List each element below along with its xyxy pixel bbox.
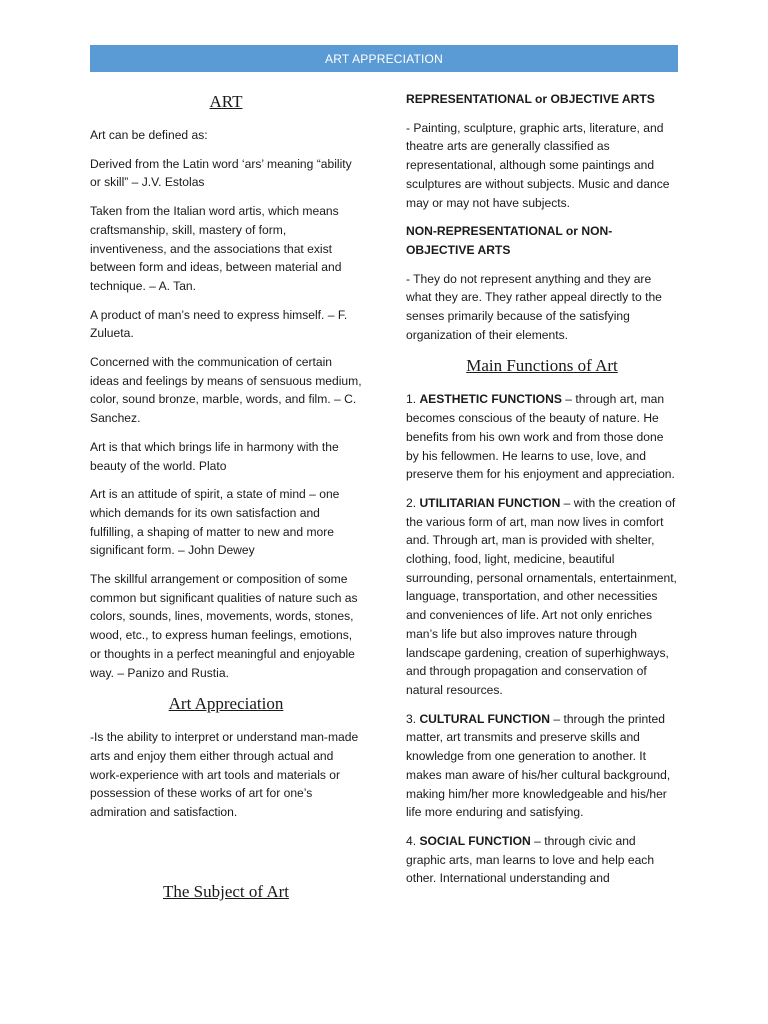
spacer <box>90 832 362 880</box>
appreciation-paragraph: -Is the ability to interpret or understand man-made arts and enjoy them either through actual and work-experience with art tools and materials or possession of these works of art for one’s admiration and satisfaction. <box>90 730 359 820</box>
nonrepresentational-heading: NON-REPRESENTATIONAL or NON-OBJECTIVE ARTS <box>406 224 613 257</box>
intro-text: Art can be defined as: <box>90 128 208 142</box>
function-title: SOCIAL FUNCTION <box>419 833 531 848</box>
heading-art-appreciation: Art Appreciation <box>168 694 284 714</box>
left-column <box>90 90 362 916</box>
function-number: 3. <box>406 711 420 726</box>
function-number: 2. <box>406 495 420 510</box>
heading-subject-of-art: The Subject of Art <box>162 881 290 901</box>
definition-paragraph: Derived from the Latin word ‘ars’ meaning “ability or skill” – J.V. Estolas <box>90 156 352 190</box>
definition-paragraph: A product of man’s need to express himself. – F. Zulueta. <box>90 307 348 341</box>
definition-paragraph: The skillful arrangement or composition of some common but significant qualities of nature such as colors, sounds, lines, movements, words, stones, wood, etc., to express human feelings, emotions, or thoughts in a perfect meaningful and enjoyable way. – Panizo and Rustia. <box>90 572 358 680</box>
heading-art: ART <box>209 92 243 111</box>
representational-paragraph: - Painting, sculpture, graphic arts, literature, and theatre arts are generally classified as representational, although some paintings and sculptures are without subjects. Music and dance may or may not have subjects. <box>406 120 670 210</box>
right-column <box>406 90 678 898</box>
function-text: – through civic and graphic arts, man learns to love and help each other. International understanding and <box>406 833 655 886</box>
function-title: UTILITARIAN FUNCTION <box>419 495 561 510</box>
function-utilitarian <box>406 494 678 700</box>
function-cultural <box>406 710 678 822</box>
function-text: – with the creation of the various form of art, man now lives in comfort and. Through art, man is provided with shelter, clothing, food, light, medicine, beautiful surrounding, personal ornamentals, entertainment, language, transportation, and other necessities and conveniences of life. Art not only enriches man’s life but also improves nature through landscape gardening, creation of superhighways, and through propagation and conservation of natural resources. <box>406 495 677 697</box>
definition-paragraph: Art is an attitude of spirit, a state of mind – one which demands for its own satisfaction and fulfilling, a shaping of matter to new and more significant form. – John Dewey <box>90 487 340 558</box>
header-title: ART APPRECIATION <box>325 51 443 66</box>
function-aesthetic <box>406 390 678 484</box>
function-text: – through the printed matter, art transmits and preserve skills and knowledge from one generation to another. It makes man aware of his/her cultural background, making him/her more knowledgeable and his/her life more enduring and satisfying. <box>406 711 671 820</box>
function-title: CULTURAL FUNCTION <box>419 711 551 726</box>
function-text: – through art, man becomes conscious of the beauty of nature. He benefits from his own work and from those done by his fellowmen. He learns to use, love, and preserve them for his enjoyment and appreciation. <box>406 392 675 482</box>
definition-paragraph: Taken from the Italian word artis, which means craftsmanship, skill, mastery of form, inventiveness, and the associations that exist between form and ideas, between material and technique. – A. Tan. <box>90 204 342 293</box>
function-number: 4. <box>406 833 420 848</box>
definition-paragraph: Concerned with the communication of certain ideas and feelings by means of sensuous medium, color, sound bronze, marble, words, and film. – C. Sanchez. <box>90 355 362 426</box>
heading-main-functions: Main Functions of Art <box>466 356 618 376</box>
nonrepresentational-paragraph: - They do not represent anything and they are what they are. They rather appeal directly to the senses primarily because of the satisfying organization of their elements. <box>406 271 662 342</box>
function-number: 1. <box>406 392 420 407</box>
function-title: AESTHETIC FUNCTIONS <box>419 392 562 407</box>
function-social <box>406 832 678 888</box>
document-header-banner <box>90 45 678 72</box>
representational-heading: REPRESENTATIONAL or OBJECTIVE ARTS <box>406 92 655 106</box>
definition-paragraph: Art is that which brings life in harmony with the beauty of the world. Plato <box>90 439 339 473</box>
